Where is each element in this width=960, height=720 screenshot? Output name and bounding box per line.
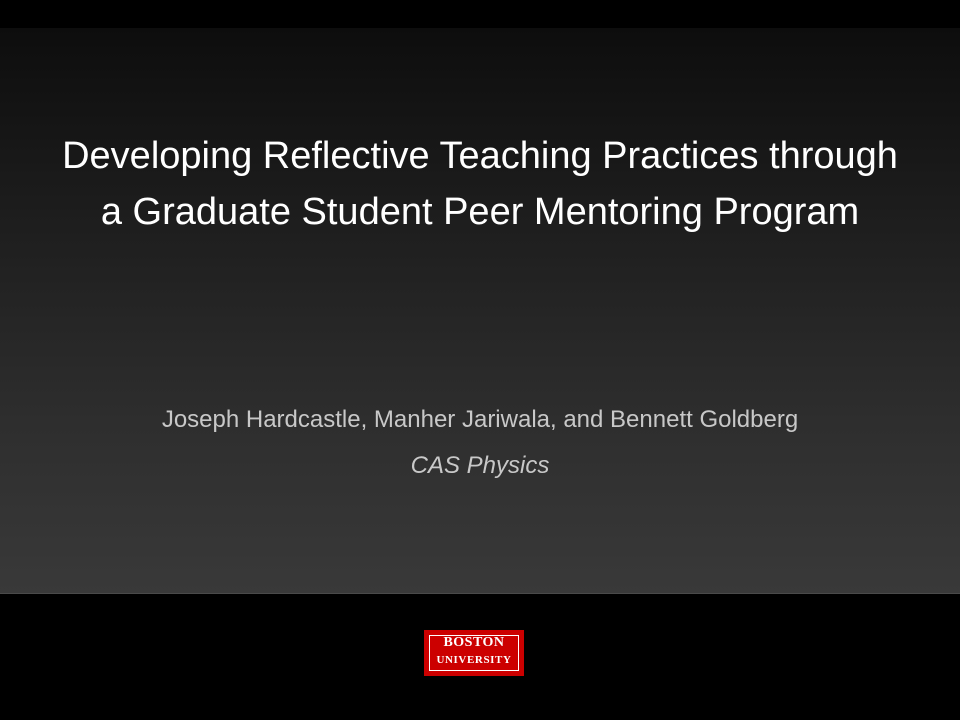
title-panel bbox=[0, 28, 960, 594]
logo-text-boston: BOSTON bbox=[443, 635, 505, 650]
author-list: Joseph Hardcastle, Manher Jariwala, and Bennett Goldberg bbox=[161, 406, 799, 433]
logo-text-university: UNIVERSITY bbox=[436, 654, 512, 666]
boston-university-logo bbox=[424, 630, 524, 676]
department-label: CAS Physics bbox=[410, 452, 550, 479]
slide-title: Developing Reflective Teaching Practices through a Graduate Student Peer Mentoring Program bbox=[62, 135, 898, 233]
